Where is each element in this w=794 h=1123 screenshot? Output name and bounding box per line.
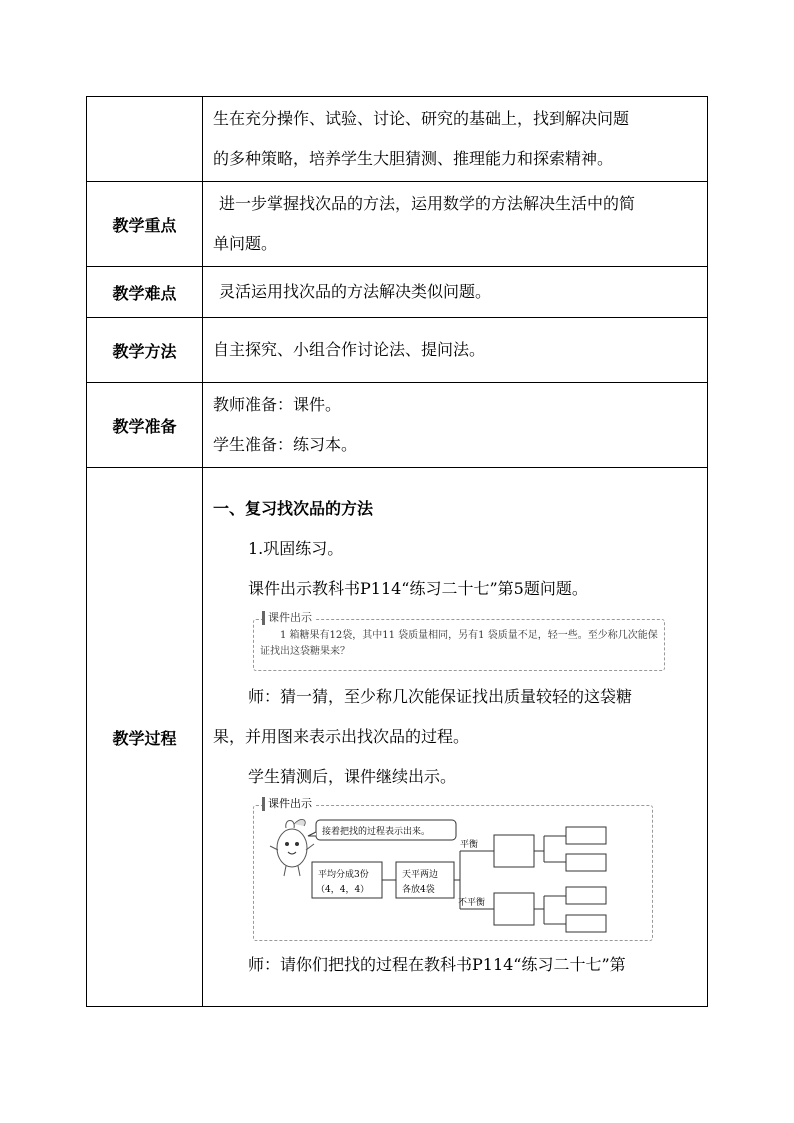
- step2-line-2: 各放4袋: [402, 885, 435, 895]
- courseware-box-2: [253, 797, 653, 941]
- objective-row: [87, 97, 708, 182]
- methods-row: [87, 318, 708, 383]
- item1-title: 1.巩固练习。: [248, 539, 344, 558]
- branch-box-1: [566, 827, 606, 844]
- balanced-result-box: [494, 835, 534, 867]
- step2-line-1: 天平两边: [402, 870, 439, 880]
- branch-box-2: [566, 854, 606, 871]
- objective-label-cell: [87, 97, 203, 182]
- teacher-instruction: 师：请你们把找的过程在教科书P114“练习二十七”第: [248, 955, 626, 974]
- weighing-flow-diagram: [254, 806, 652, 940]
- key-points-line-1: 进一步掌握找次品的方法，运用数学的方法解决生活中的简: [219, 194, 636, 213]
- process-content: [203, 468, 708, 1007]
- key-points-label: 教学重点: [87, 182, 203, 267]
- methods-text: 自主探究、小组合作讨论法、提问法。: [213, 340, 486, 359]
- courseware-tag-1: 课件出示: [262, 611, 315, 625]
- methods-content: [203, 318, 708, 383]
- student-guess-text: 学生猜测后，课件继续出示。: [248, 767, 457, 786]
- courseware-tag-2: 课件出示: [262, 797, 315, 811]
- preparation-content: [203, 383, 708, 468]
- courseware-problem-text: 1 箱糖果有12袋，其中11 袋质量相同，另有1 袋质量不足，轻一些。至少称几次能保证找出这袋糖果来？: [260, 630, 658, 657]
- difficulties-text: 灵活运用找次品的方法解决类似问题。: [219, 282, 492, 301]
- objective-line-1: 生在充分操作、试验、讨论、研究的基础上，找到解决问题: [213, 109, 630, 128]
- process-label: 教学过程: [87, 468, 203, 1007]
- student-prep: 学生准备：练习本。: [213, 435, 358, 454]
- courseware-box-1: [253, 611, 665, 671]
- key-points-line-2: 单问题。: [213, 234, 278, 253]
- difficulties-label: 教学难点: [87, 267, 203, 318]
- step1-line-2: （4，4，4）: [316, 885, 370, 895]
- step1-line-1: 平均分成3份: [318, 870, 369, 880]
- item1-description: 课件出示教科书P114“练习二十七”第5题问题。: [248, 579, 588, 598]
- teacher-prep: 教师准备：课件。: [213, 395, 342, 414]
- process-row: [87, 468, 708, 1007]
- objective-line-2: 的多种策略，培养学生大胆猜测、推理能力和探索精神。: [213, 149, 614, 168]
- methods-label: 教学方法: [87, 318, 203, 383]
- balanced-label: 平衡: [460, 840, 479, 850]
- mascot-icon: [270, 820, 314, 876]
- speech-text: 接着把找的过程表示出来。: [322, 827, 431, 837]
- difficulties-row: [87, 267, 708, 318]
- preparation-label: 教学准备: [87, 383, 203, 468]
- preparation-row: [87, 383, 708, 468]
- difficulties-content: [203, 267, 708, 318]
- objective-content: [203, 97, 708, 182]
- key-points-content: [203, 182, 708, 267]
- branch-box-3: [566, 887, 606, 904]
- key-points-row: [87, 182, 708, 267]
- section-title: 一、复习找次品的方法: [213, 499, 374, 518]
- branch-box-4: [566, 915, 606, 932]
- lesson-plan-table: [86, 96, 708, 1007]
- teacher-question-line-2: 果，并用图来表示出找次品的过程。: [213, 727, 470, 746]
- teacher-question-line-1: 师：猜一猜，至少称几次能保证找出质量较轻的这袋糖: [248, 687, 633, 706]
- unbalanced-label: 不平衡: [458, 898, 486, 908]
- unbalanced-result-box: [494, 893, 534, 925]
